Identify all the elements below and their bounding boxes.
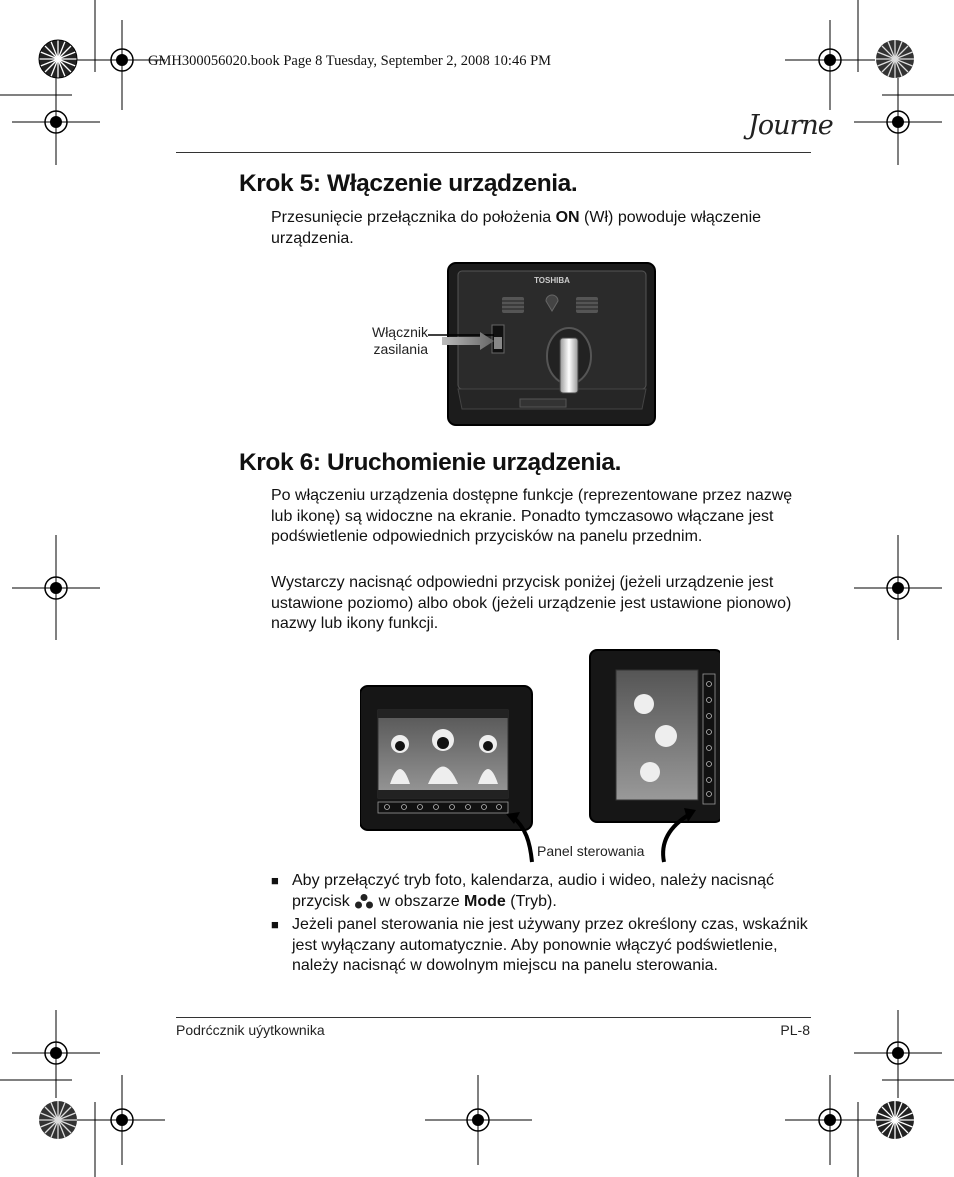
device-brand-label: TOSHIBA	[534, 276, 570, 285]
bullet-item-2	[271, 915, 816, 999]
step6-title: Krok 6: Uruchomienie urządzenia.	[239, 449, 622, 476]
bullet-square-icon: ■	[271, 873, 279, 888]
bullet2-text: Jeżeli panel sterowania nie jest używany przez określony czas, wskaźnik jest wyłączany automatycznie. Aby ponownie włączyć podświetlenie, należy nacisnąć w dowolnym miejscu na panelu sterowania.	[292, 916, 808, 974]
power-switch-callout-line2: zasilania	[373, 341, 428, 357]
step5-text-bold: ON	[555, 209, 580, 226]
bullet1-text-bold: Mode	[464, 892, 506, 910]
control-panel-callout: Panel sterowania	[537, 843, 645, 859]
brand-logo: Journe	[748, 110, 833, 141]
step5-title: Krok 5: Włączenie urządzenia.	[239, 170, 578, 197]
footer-page-number: PL-8	[780, 1022, 810, 1038]
header-rule	[176, 152, 811, 153]
mode-button-icon	[354, 893, 374, 909]
bullet-item-1	[271, 871, 816, 913]
bullet1-text-before: Aby przełączyć tryb foto, kalendarza, audio i wideo, należy nacisnąć przycisk	[292, 872, 775, 910]
step5-text-before: Przesunięcie przełącznika do położenia	[271, 209, 556, 226]
footer-rule	[176, 1017, 811, 1018]
step5-text-after: (Wł) powoduje włączenie urządzenia.	[271, 209, 762, 247]
print-info-line: GMH300056020.book Page 8 Tuesday, September 2, 2008 10:46 PM	[148, 53, 552, 69]
power-switch-callout	[356, 324, 428, 358]
bullet1-text-after: (Tryb).	[505, 892, 557, 910]
step6-paragraph-2: Wystarczy nacisnąć odpowiedni przycisk poniżej (jeżeli urządzenie jest ustawione poziomo) albo obok (jeżeli urządzenie jest ustawione pionowo) nazwy lub ikony funkcji.	[271, 574, 792, 632]
step5-paragraph	[271, 208, 771, 249]
bullet-square-icon: ■	[271, 917, 279, 932]
bullet1-text-middle: w obszarze	[374, 892, 465, 910]
power-switch-callout-line1: Włącznik	[371, 324, 428, 340]
step6-paragraph-1: Po włączeniu urządzenia dostępne funkcje (reprezentowane przez nazwę lub ikonę) są widoczne na ekranie. Ponadto tymczasowo włączane jest podświetlenie odpowiednich przycisków na panelu przednim.	[271, 487, 793, 545]
footer-left: Podrćcznik uýytkownika	[176, 1022, 325, 1038]
control-panel-figure	[360, 644, 720, 866]
device-back-figure	[428, 261, 658, 427]
